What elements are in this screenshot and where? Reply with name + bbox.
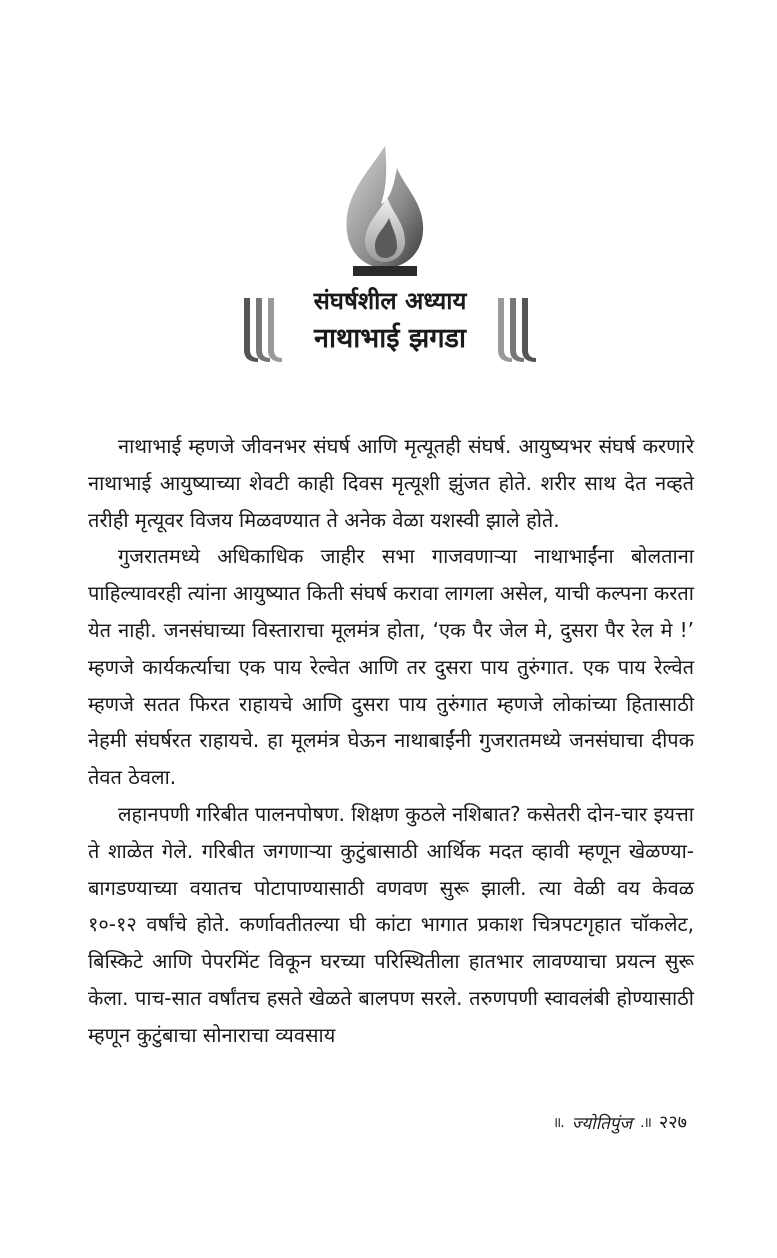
chapter-subtitle: संघर्षशील अध्याय: [313, 287, 467, 315]
ornament-left-icon: [240, 294, 286, 364]
ornament-right-icon: [494, 294, 540, 364]
page-footer: [553, 1110, 687, 1134]
chapter-heading: [240, 284, 540, 364]
footer-ornament-right: .॥: [640, 1114, 651, 1131]
book-emblem: ज्योतिपुंज: [571, 1113, 633, 1134]
paragraph: लहानपणी गरिबीत पालनपोषण. शिक्षण कुठले नशिबात? कसेतरी दोन-चार इयत्ता ते शाळेत गेले. गरिबीत जगणाऱ्या कुटुंबासाठी आर्थिक मदत व्हावी म्हणून खेळण्या-बागडण्याच्या वयातच पोटापाण्यासाठी वणवण सुरू झाली. त्या वेळी वय केवळ १०-१२ वर्षांचे होते. कर्णावतीतल्या घी कांटा भागात प्रकाश चित्रपटगृहात चॉकलेट, बिस्किटे आणि पेपरमिंट विकून घरच्या परिस्थितीला हातभार लावण्याचा प्रयत्न सुरू केला. पाच-सात वर्षांतच हसते खेळते बालपण सरले. तरुणपणी स्वावलंबी होण्यासाठी म्हणून कुटुंबाचा सोनाराचा व्यवसाय: [88, 801, 694, 1047]
footer-ornament-left: ॥.: [552, 1114, 564, 1131]
paragraph: गुजरातमध्ये अधिकाधिक जाहीर सभा गाजवणाऱ्या नाथाभाईंना बोलताना पाहिल्यावरही त्यांना आयुष्यात किती संघर्ष करावा लागला असेल, याची कल्पना करता येत नाही. जनसंघाच्या विस्ताराचा मूलमंत्र होता, ‘एक पैर जेल मे, दुसरा पैर रेल मे !’ म्हणजे कार्यकर्त्याचा एक पाय रेल्वेत आणि तर दुसरा पाय तुरुंगात. एक पाय रेल्वेत म्हणजे सतत फिरत राहायचे आणि दुसरा पाय तुरुंगात म्हणजे लोकांच्या हितासाठी नेहमी संघर्षरत राहायचे. हा मूलमंत्र घेऊन नाथाबाईंनी गुजरातमध्ये जनसंघाचा दीपक तेवत ठेवला.: [88, 544, 694, 790]
page-number: २२७: [658, 1112, 687, 1133]
paragraph: नाथाभाई म्हणजे जीवनभर संघर्ष आणि मृत्यूतही संघर्ष. आयुष्यभर संघर्ष करणारे नाथाभाई आयुष्याच्या शेवटी काही दिवस मृत्यूशी झुंजत होते. शरीर साथ देत नव्हते तरीही मृत्यूवर विजय मिळवण्यात ते अनेक वेळा यशस्वी झाले होते.: [88, 434, 694, 532]
body-text: [88, 428, 694, 1054]
flame-emblem-icon: [335, 142, 435, 282]
chapter-title: नाथाभाई झगडा: [314, 323, 466, 354]
